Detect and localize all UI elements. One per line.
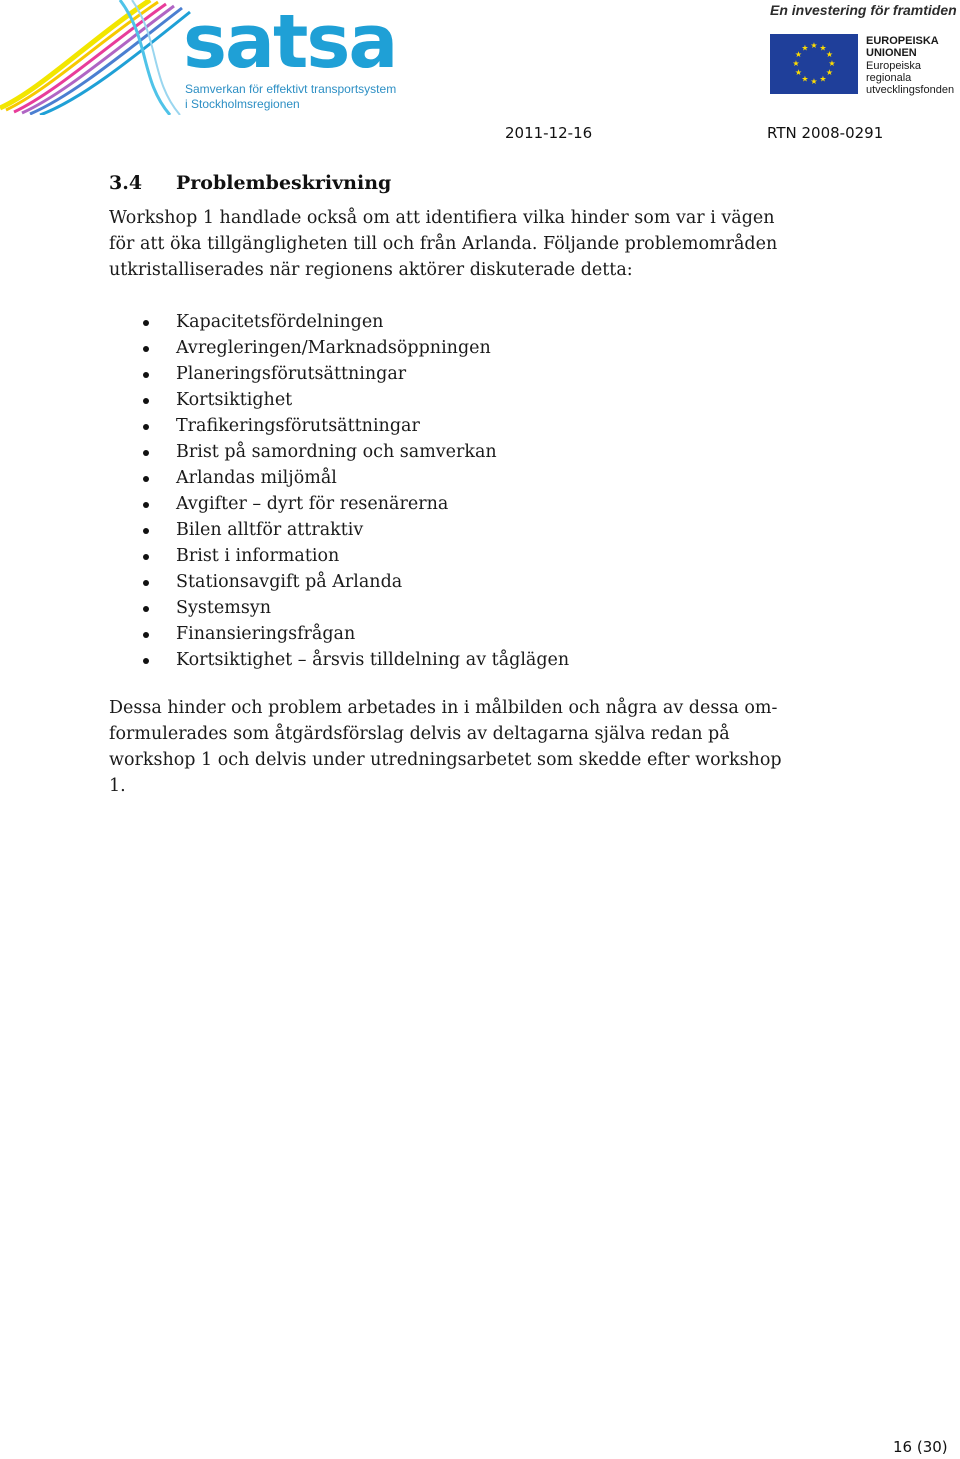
section-heading — [109, 172, 391, 194]
list-item: Planeringsförutsättningar — [140, 361, 569, 387]
list-item: Bilen alltför attraktiv — [140, 517, 569, 543]
list-item: Kortsiktighet — [140, 387, 569, 413]
list-item: Kortsiktighet – årsvis tilldelning av tåglägen — [140, 647, 569, 673]
eu-logo — [766, 0, 960, 110]
svg-text:★: ★ — [825, 50, 834, 59]
list-item: Brist i information — [140, 543, 569, 569]
closing-paragraph — [109, 695, 809, 799]
intro-line: Workshop 1 handlade också om att identifiera vilka hinder som var i vägen — [109, 208, 775, 228]
svg-text:★: ★ — [794, 68, 803, 77]
eu-motto: En investering för framtiden — [770, 2, 957, 18]
list-item: Systemsyn — [140, 595, 569, 621]
closing-line: formulerades som åtgärdsförslag delvis av deltagarna själva redan på — [109, 724, 730, 744]
document-date: 2011-12-16 — [505, 124, 593, 142]
svg-text:★: ★ — [801, 74, 809, 84]
eu-line-4: regionala — [866, 72, 912, 84]
closing-line: workshop 1 och delvis under utredningsarbetet som skedde efter workshop — [109, 750, 782, 770]
section-number: 3.4 — [109, 172, 143, 194]
svg-text:★: ★ — [810, 41, 818, 50]
svg-text:★: ★ — [794, 50, 803, 59]
svg-text:★: ★ — [819, 74, 827, 84]
list-item: Trafikeringsförutsättningar — [140, 413, 569, 439]
closing-line: 1. — [109, 776, 126, 796]
list-item: Avgifter – dyrt för resenärerna — [140, 491, 569, 517]
eu-line-2: UNIONEN — [866, 47, 917, 59]
satsa-tagline-2: i Stockholmsregionen — [185, 97, 300, 111]
list-item: Brist på samordning och samverkan — [140, 439, 569, 465]
intro-line: för att öka tillgängligheten till och från Arlanda. Följande problemområden — [109, 234, 778, 254]
satsa-logo — [0, 0, 400, 115]
svg-text:★: ★ — [801, 43, 809, 53]
list-item: Kapacitetsfördelningen — [140, 309, 569, 335]
eu-line-1: EUROPEISKA — [866, 35, 939, 47]
list-item: Finansieringsfrågan — [140, 621, 569, 647]
intro-paragraph — [109, 205, 809, 283]
satsa-swoosh-graphic — [0, 0, 200, 115]
document-reference: RTN 2008-0291 — [767, 124, 884, 142]
closing-line: Dessa hinder och problem arbetades in i målbilden och några av dessa om- — [109, 698, 778, 718]
list-item: Arlandas miljömål — [140, 465, 569, 491]
list-item: Stationsavgift på Arlanda — [140, 569, 569, 595]
svg-text:★: ★ — [828, 59, 836, 68]
problem-list — [140, 309, 569, 673]
eu-line-3: Europeiska — [866, 60, 922, 72]
section-title: Problembeskrivning — [176, 172, 392, 194]
satsa-wordmark: satsa — [183, 0, 397, 85]
intro-line: utkristalliserades när regionens aktörer diskuterade detta: — [109, 260, 633, 280]
satsa-tagline-1: Samverkan för effektivt transportsystem — [185, 82, 397, 96]
page-number: 16 (30) — [893, 1438, 948, 1456]
list-item: Avregleringen/Marknadsöppningen — [140, 335, 569, 361]
svg-text:★: ★ — [819, 43, 827, 53]
eu-flag-icon — [770, 34, 858, 94]
svg-text:★: ★ — [792, 59, 800, 68]
eu-line-5: utvecklingsfonden — [866, 84, 955, 96]
svg-text:★: ★ — [810, 77, 818, 86]
svg-text:★: ★ — [825, 68, 834, 77]
